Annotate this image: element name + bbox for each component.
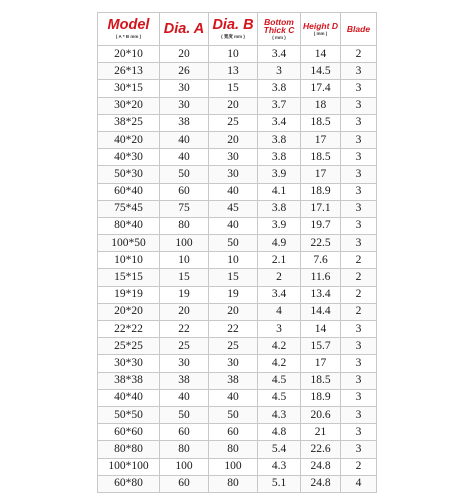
cell-dia-a: 38 — [160, 114, 209, 131]
cell-dia-b: 40 — [209, 389, 258, 406]
cell-dia-b: 50 — [209, 406, 258, 423]
cell-dia-b: 22 — [209, 321, 258, 338]
cell-model: 100*100 — [98, 458, 160, 475]
cell-blade: 3 — [341, 355, 377, 372]
cell-blade: 3 — [341, 217, 377, 234]
cell-dia-b: 20 — [209, 97, 258, 114]
header-dia-b-unit: ( 寬度 mm ) — [221, 33, 245, 39]
table-row — [98, 97, 377, 114]
table-row — [98, 63, 377, 80]
header-bottom-thick — [258, 13, 301, 46]
cell-blade: 2 — [341, 252, 377, 269]
cell-dia-a: 80 — [160, 441, 209, 458]
cell-dia-b: 80 — [209, 475, 258, 492]
header-height — [301, 13, 341, 46]
cell-dia-a: 80 — [160, 217, 209, 234]
cell-model: 10*10 — [98, 252, 160, 269]
table-row — [98, 131, 377, 148]
cell-height: 22.5 — [301, 235, 341, 252]
header-dia-a-label: Dia. A — [163, 20, 205, 37]
cell-dia-a: 20 — [160, 46, 209, 63]
cell-dia-b: 40 — [209, 183, 258, 200]
header-dia-b — [209, 13, 258, 46]
cell-model: 50*30 — [98, 166, 160, 183]
table-row — [98, 338, 377, 355]
cell-blade: 3 — [341, 149, 377, 166]
cell-height: 18 — [301, 97, 341, 114]
cell-blade: 3 — [341, 183, 377, 200]
cell-dia-b: 25 — [209, 338, 258, 355]
header-height-unit: ( mm ) — [313, 30, 328, 36]
cell-bottom-thick: 5.4 — [258, 441, 301, 458]
header-bottom-thick-label: Bottom Thick C — [263, 16, 295, 35]
cell-blade: 3 — [341, 389, 377, 406]
cell-blade: 2 — [341, 286, 377, 303]
cell-dia-b: 38 — [209, 372, 258, 389]
cell-model: 60*40 — [98, 183, 160, 200]
cell-dia-a: 60 — [160, 183, 209, 200]
cell-dia-a: 40 — [160, 149, 209, 166]
cell-blade: 2 — [341, 458, 377, 475]
header-height-label: Height D — [303, 20, 338, 31]
header-dia-b-label: Dia. B — [212, 17, 254, 34]
cell-height: 14 — [301, 321, 341, 338]
cell-dia-a: 40 — [160, 389, 209, 406]
cell-blade: 3 — [341, 441, 377, 458]
cell-height: 13.4 — [301, 286, 341, 303]
cell-blade: 3 — [341, 80, 377, 97]
cell-blade: 3 — [341, 63, 377, 80]
cell-dia-a: 20 — [160, 303, 209, 320]
cell-dia-a: 10 — [160, 252, 209, 269]
cell-blade: 2 — [341, 46, 377, 63]
cell-height: 24.8 — [301, 475, 341, 492]
cell-blade: 3 — [341, 235, 377, 252]
cell-dia-a: 30 — [160, 80, 209, 97]
table-body — [98, 46, 377, 493]
table-row — [98, 406, 377, 423]
cell-dia-a: 100 — [160, 235, 209, 252]
cell-bottom-thick: 4.1 — [258, 183, 301, 200]
cell-dia-a: 60 — [160, 475, 209, 492]
cell-dia-b: 15 — [209, 80, 258, 97]
cell-blade: 2 — [341, 269, 377, 286]
cell-model: 40*20 — [98, 131, 160, 148]
cell-model: 30*20 — [98, 97, 160, 114]
table-row — [98, 321, 377, 338]
cell-height: 18.9 — [301, 183, 341, 200]
cell-height: 17 — [301, 166, 341, 183]
cell-bottom-thick: 3.8 — [258, 200, 301, 217]
cell-dia-b: 19 — [209, 286, 258, 303]
cell-dia-a: 30 — [160, 97, 209, 114]
cell-bottom-thick: 4.2 — [258, 355, 301, 372]
cell-model: 60*80 — [98, 475, 160, 492]
header-model-unit: ( A * B mm ) — [115, 33, 142, 39]
table-row — [98, 217, 377, 234]
cell-blade: 3 — [341, 424, 377, 441]
cell-bottom-thick: 4.3 — [258, 458, 301, 475]
table-row — [98, 200, 377, 217]
table-row — [98, 458, 377, 475]
cell-model: 40*40 — [98, 389, 160, 406]
cell-model: 15*15 — [98, 269, 160, 286]
spec-table — [97, 12, 377, 493]
cell-dia-b: 50 — [209, 235, 258, 252]
table-row — [98, 252, 377, 269]
table-row — [98, 166, 377, 183]
cell-dia-b: 30 — [209, 166, 258, 183]
cell-dia-a: 60 — [160, 424, 209, 441]
cell-dia-a: 75 — [160, 200, 209, 217]
cell-bottom-thick: 2 — [258, 269, 301, 286]
cell-bottom-thick: 3.8 — [258, 149, 301, 166]
cell-height: 24.8 — [301, 458, 341, 475]
cell-dia-a: 22 — [160, 321, 209, 338]
cell-dia-a: 38 — [160, 372, 209, 389]
cell-height: 14.5 — [301, 63, 341, 80]
table-row — [98, 114, 377, 131]
table-row — [98, 389, 377, 406]
cell-height: 21 — [301, 424, 341, 441]
cell-model: 75*45 — [98, 200, 160, 217]
cell-height: 7.6 — [301, 252, 341, 269]
cell-height: 18.5 — [301, 372, 341, 389]
cell-bottom-thick: 3 — [258, 321, 301, 338]
cell-dia-b: 10 — [209, 252, 258, 269]
cell-height: 19.7 — [301, 217, 341, 234]
cell-dia-b: 20 — [209, 303, 258, 320]
header-row — [98, 13, 377, 46]
cell-model: 25*25 — [98, 338, 160, 355]
table-row — [98, 183, 377, 200]
cell-bottom-thick: 3.7 — [258, 97, 301, 114]
cell-model: 30*15 — [98, 80, 160, 97]
cell-bottom-thick: 3 — [258, 63, 301, 80]
cell-blade: 3 — [341, 321, 377, 338]
cell-height: 15.7 — [301, 338, 341, 355]
cell-dia-a: 100 — [160, 458, 209, 475]
cell-dia-b: 25 — [209, 114, 258, 131]
cell-blade: 3 — [341, 372, 377, 389]
cell-dia-b: 15 — [209, 269, 258, 286]
cell-bottom-thick: 5.1 — [258, 475, 301, 492]
cell-bottom-thick: 4 — [258, 303, 301, 320]
cell-height: 18.9 — [301, 389, 341, 406]
cell-model: 80*40 — [98, 217, 160, 234]
cell-bottom-thick: 3.4 — [258, 114, 301, 131]
cell-blade: 4 — [341, 475, 377, 492]
cell-bottom-thick: 3.8 — [258, 80, 301, 97]
cell-height: 11.6 — [301, 269, 341, 286]
cell-height: 17.1 — [301, 200, 341, 217]
cell-model: 60*60 — [98, 424, 160, 441]
table-row — [98, 235, 377, 252]
cell-dia-a: 19 — [160, 286, 209, 303]
cell-dia-a: 26 — [160, 63, 209, 80]
table-row — [98, 441, 377, 458]
cell-blade: 3 — [341, 338, 377, 355]
cell-dia-a: 30 — [160, 355, 209, 372]
cell-model: 20*10 — [98, 46, 160, 63]
cell-model: 38*38 — [98, 372, 160, 389]
cell-dia-b: 40 — [209, 217, 258, 234]
cell-blade: 3 — [341, 131, 377, 148]
cell-blade: 3 — [341, 406, 377, 423]
cell-height: 17 — [301, 131, 341, 148]
table-row — [98, 286, 377, 303]
cell-height: 14 — [301, 46, 341, 63]
header-dia-a — [160, 13, 209, 46]
cell-dia-b: 13 — [209, 63, 258, 80]
cell-dia-b: 30 — [209, 149, 258, 166]
cell-bottom-thick: 4.5 — [258, 389, 301, 406]
cell-model: 38*25 — [98, 114, 160, 131]
cell-model: 22*22 — [98, 321, 160, 338]
table-row — [98, 372, 377, 389]
cell-dia-b: 30 — [209, 355, 258, 372]
cell-height: 14.4 — [301, 303, 341, 320]
cell-dia-a: 40 — [160, 131, 209, 148]
cell-bottom-thick: 4.5 — [258, 372, 301, 389]
table-row — [98, 475, 377, 492]
table-row — [98, 269, 377, 286]
cell-model: 50*50 — [98, 406, 160, 423]
cell-height: 18.5 — [301, 149, 341, 166]
cell-bottom-thick: 3.9 — [258, 217, 301, 234]
cell-dia-b: 20 — [209, 131, 258, 148]
cell-height: 20.6 — [301, 406, 341, 423]
cell-height: 17.4 — [301, 80, 341, 97]
cell-dia-b: 10 — [209, 46, 258, 63]
cell-dia-b: 100 — [209, 458, 258, 475]
header-model-label: Model — [107, 17, 150, 34]
cell-blade: 3 — [341, 200, 377, 217]
cell-bottom-thick: 4.3 — [258, 406, 301, 423]
cell-model: 20*20 — [98, 303, 160, 320]
cell-blade: 2 — [341, 303, 377, 320]
cell-height: 22.6 — [301, 441, 341, 458]
cell-blade: 3 — [341, 114, 377, 131]
cell-bottom-thick: 3.9 — [258, 166, 301, 183]
table-row — [98, 424, 377, 441]
table-row — [98, 149, 377, 166]
header-blade — [341, 13, 377, 46]
table-row — [98, 355, 377, 372]
table-row — [98, 303, 377, 320]
cell-dia-a: 25 — [160, 338, 209, 355]
cell-dia-b: 45 — [209, 200, 258, 217]
cell-dia-a: 50 — [160, 166, 209, 183]
cell-model: 100*50 — [98, 235, 160, 252]
cell-model: 40*30 — [98, 149, 160, 166]
table-row — [98, 80, 377, 97]
cell-bottom-thick: 3.4 — [258, 286, 301, 303]
cell-height: 17 — [301, 355, 341, 372]
cell-bottom-thick: 2.1 — [258, 252, 301, 269]
header-model — [98, 13, 160, 46]
cell-model: 19*19 — [98, 286, 160, 303]
header-bottom-thick-unit: ( mm ) — [272, 34, 286, 40]
cell-height: 18.5 — [301, 114, 341, 131]
table-header — [98, 13, 377, 46]
cell-dia-b: 80 — [209, 441, 258, 458]
cell-bottom-thick: 3.4 — [258, 46, 301, 63]
cell-dia-a: 50 — [160, 406, 209, 423]
cell-dia-b: 60 — [209, 424, 258, 441]
cell-bottom-thick: 3.8 — [258, 131, 301, 148]
cell-model: 80*80 — [98, 441, 160, 458]
cell-model: 26*13 — [98, 63, 160, 80]
cell-model: 30*30 — [98, 355, 160, 372]
header-blade-label: Blade — [346, 24, 371, 34]
cell-bottom-thick: 4.2 — [258, 338, 301, 355]
table-row — [98, 46, 377, 63]
cell-bottom-thick: 4.9 — [258, 235, 301, 252]
cell-bottom-thick: 4.8 — [258, 424, 301, 441]
cell-blade: 3 — [341, 166, 377, 183]
cell-blade: 3 — [341, 97, 377, 114]
cell-dia-a: 15 — [160, 269, 209, 286]
